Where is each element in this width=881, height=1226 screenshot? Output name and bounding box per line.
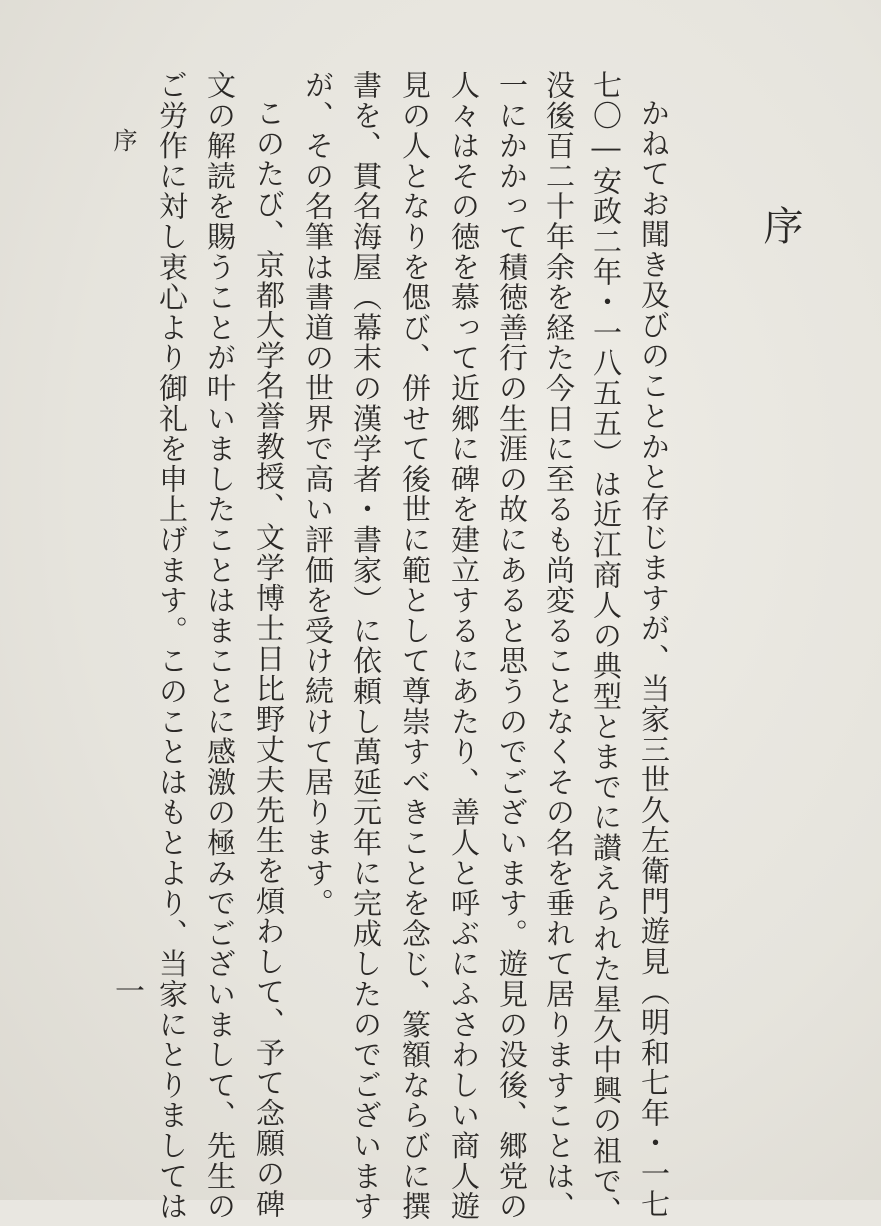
text-line-9: このたび、京都大学名誉教授、文学博士日比野丈夫先生を煩わして、予て念願の碑	[252, 98, 286, 1220]
text-line-11: ご労作に対し衷心より御礼を申上げます。このことはもとより、当家にとりましては	[155, 70, 189, 1222]
text-line-4: 一にかかって積徳善行の生涯の故にあると思うのでございます。遊見の没後、郷党の	[495, 70, 529, 1222]
text-line-7: 書を、貫名海屋（幕末の漢学者・書家）に依頼し萬延元年に完成したのでございます	[349, 70, 383, 1222]
text-line-1: かねてお聞き及びのことかと存じますが、当家三世久左衛門遊見（明和七年・一七	[637, 98, 671, 1220]
text-line-6: 見の人となりを偲び、併せて後世に範として尊崇すべきことを念じ、篆額ならびに撰	[398, 70, 432, 1222]
page-title: 序	[757, 205, 803, 245]
running-head: 序	[109, 128, 137, 152]
text-line-2: 七〇―安政二年・一八五五）は近江商人の典型とまでに讃えられた星久中興の祖で、	[589, 70, 623, 1226]
text-line-10: 文の解読を賜うことが叶いましたことはまことに感激の極みでございまして、先生の	[203, 70, 237, 1222]
page-number: 一	[109, 975, 144, 1005]
text-line-8: が、その名筆は書道の世界で高い評価を受け続けて居ります。	[301, 70, 335, 919]
text-line-3: 没後百二十年余を経た今日に至るも尚変ることなくその名を垂れて居りますことは、	[542, 70, 576, 1222]
text-line-5: 人々はその徳を慕って近郷に碑を建立するにあたり、善人と呼ぶにふさわしい商人遊	[447, 70, 481, 1222]
